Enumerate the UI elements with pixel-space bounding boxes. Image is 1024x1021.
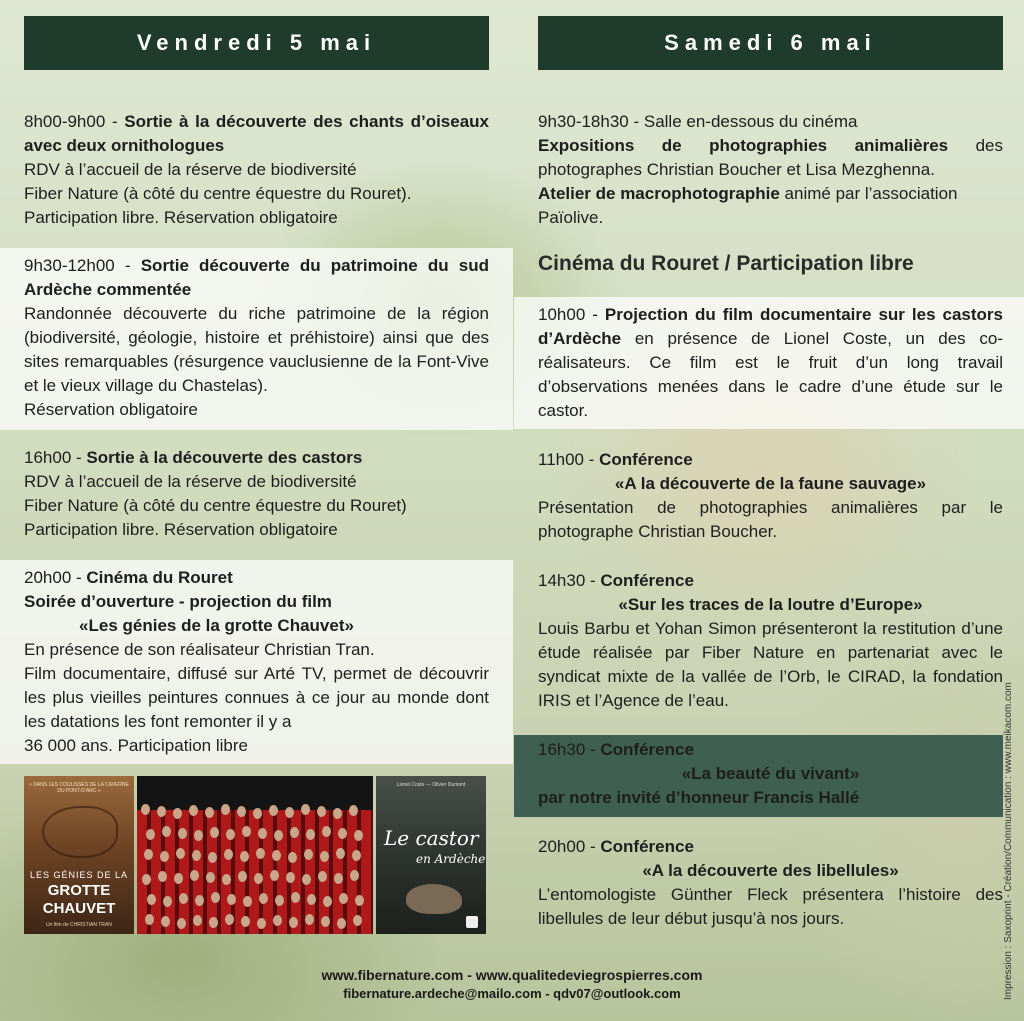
- audience-head: [288, 852, 297, 863]
- audience-head: [350, 870, 359, 881]
- audience-head: [334, 873, 343, 884]
- audience-head: [224, 849, 233, 860]
- film-title: «Les génies de la grotte Chauvet»: [79, 616, 354, 635]
- audience-head: [177, 918, 186, 929]
- audience-head: [272, 850, 281, 861]
- audience-head: [242, 826, 251, 837]
- audience-head: [211, 892, 220, 903]
- audience-head: [273, 915, 282, 926]
- audience-head: [290, 827, 299, 838]
- audience-head: [238, 871, 247, 882]
- audience-head: [306, 829, 315, 840]
- audience-head: [237, 806, 246, 817]
- audience-head: [355, 895, 364, 906]
- event-time: 14h30: [538, 571, 586, 590]
- event-title: «La beauté du vivant»: [681, 764, 860, 783]
- cinema-heading: Cinéma du Rouret / Participation libre: [538, 252, 914, 275]
- audience-head: [270, 870, 279, 881]
- audience-head: [302, 874, 311, 885]
- audience-head: [147, 894, 156, 905]
- audience-head: [253, 808, 262, 819]
- event-otter-talk: 14h30 - Conférence «Sur les traces de la loutre d’Europe» Louis Barbu et Yohan Simon présenteront la restitution d’une étude réalisée par Fiber Nature en partenariat avec le syndicat mixte de la vallée de l’Orb, le CIRAD, la fondation IRIS et l’Agence de l’eau.: [538, 571, 1003, 710]
- castor-poster: Lionel Coste — Olivier Dumont Le castor en Ardèche: [376, 776, 486, 934]
- event-heritage: 9h30-12h00 - Sortie découverte du patrimoine du sud Ardèche commentée Randonnée découverte du riche patrimoine de la région (biodiversité, géologie, histoire et préhistoire) ainsi que des sites remarquables (résurgence vauclusienne de la Font-Vive et le vieux village du Chastelas). Réservation obligatoire: [0, 248, 513, 430]
- audience-head: [352, 850, 361, 861]
- audience-head: [301, 804, 310, 815]
- audience-head: [195, 895, 204, 906]
- audience-head: [354, 830, 363, 841]
- audience-head: [227, 894, 236, 905]
- event-title: Projection du film documentaire sur les castors d’Ardèche: [538, 305, 1003, 348]
- audience-head: [178, 828, 187, 839]
- audience-head: [176, 848, 185, 859]
- audience-head: [320, 851, 329, 862]
- event-title: «Sur les traces de la loutre d’Europe»: [618, 595, 923, 614]
- event-time: 8h00-9h00: [24, 112, 106, 131]
- audience-head: [256, 848, 265, 859]
- audience-head: [145, 914, 154, 925]
- event-time: 16h30: [538, 740, 586, 759]
- saturday-header: Samedi 6 mai: [538, 16, 1003, 70]
- chauvet-poster: « DANS LES COULISSES DE LA CAVERNE DU PONT-D’ARC » LES GÉNIES DE LA GROTTE CHAUVET Un film de CHRISTIAN TRAN: [24, 776, 134, 934]
- audience-head: [285, 807, 294, 818]
- event-wildlife-talk: 11h00 - Conférence «A la découverte de la faune sauvage» Présentation de photographies animalières par le photographe Christian Boucher.: [538, 450, 1003, 541]
- audience-head: [163, 896, 172, 907]
- audience-head: [208, 852, 217, 863]
- event-title: Sortie découverte du patrimoine du sud Ardèche commentée: [24, 256, 489, 299]
- event-title: Cinéma du Rouret: [86, 568, 233, 587]
- audience-head: [160, 851, 169, 862]
- event-time: 10h00: [538, 305, 586, 324]
- audience-head: [192, 850, 201, 861]
- audience-head: [206, 872, 215, 883]
- cinema-audience-photo: [137, 776, 373, 934]
- audience-head: [243, 896, 252, 907]
- event-time: 11h00: [538, 450, 585, 469]
- audience-head: [257, 918, 266, 929]
- cave-painting-icon: [42, 806, 118, 858]
- event-title: Sortie à la découverte des chants d’oiseaux avec deux ornithologues: [24, 112, 490, 155]
- audience-head: [259, 893, 268, 904]
- audience-head: [339, 893, 348, 904]
- audience-head: [317, 806, 326, 817]
- audience-head: [179, 893, 188, 904]
- audience-head: [226, 829, 235, 840]
- audience-head: [241, 916, 250, 927]
- audience-head: [318, 871, 327, 882]
- audience-head: [194, 830, 203, 841]
- event-time: 9h30-12h00: [24, 256, 115, 275]
- event-title: Sortie à la découverte des castors: [86, 448, 363, 467]
- audience-head: [161, 916, 170, 927]
- seat-row: [137, 898, 373, 920]
- audience-head: [222, 874, 231, 885]
- audience-head: [286, 872, 295, 883]
- audience-head: [305, 914, 314, 925]
- audience-head: [162, 826, 171, 837]
- event-title: «A la découverte de la faune sauvage»: [614, 474, 927, 493]
- guest-of-honour: par notre invité d’honneur Francis Hallé: [538, 788, 860, 807]
- audience-head: [205, 807, 214, 818]
- audience-head: [269, 805, 278, 816]
- event-title: «A la découverte des libellules»: [642, 861, 899, 880]
- audience-head: [338, 828, 347, 839]
- event-beavers: 16h00 - Sortie à la découverte des castors RDV à l’accueil de la réserve de biodiversité Fiber Nature (à côté du centre équestre du Rouret) Participation libre. Réservation obligatoire: [24, 448, 407, 539]
- event-dragonfly-talk: 20h00 - Conférence «A la découverte des libellules» L’entomologiste Günther Fleck présentera l’histoire des libellules de leur début jusqu’à nos jours.: [538, 837, 1003, 928]
- friday-header: Vendredi 5 mai: [24, 16, 489, 70]
- audience-head: [209, 917, 218, 928]
- beaver-icon: [406, 884, 462, 914]
- audience-head: [193, 915, 202, 926]
- audience-head: [190, 870, 199, 881]
- event-time: 20h00: [24, 568, 72, 587]
- footer-websites[interactable]: www.fibernature.com - www.qualitedeviegrospierres.com: [321, 967, 703, 983]
- audience-head: [274, 830, 283, 841]
- audience-head: [275, 895, 284, 906]
- audience-head: [144, 849, 153, 860]
- audience-head: [210, 827, 219, 838]
- audience-head: [173, 808, 182, 819]
- audience-head: [336, 848, 345, 859]
- audience-head: [353, 915, 362, 926]
- exhibitions: 9h30-18h30 - Salle en-dessous du cinéma Expositions de photographies animalières des photographes Christian Boucher et Lisa Mezghenna. Atelier de macrophotographie animé par l’association Païolive.: [538, 112, 1003, 227]
- audience-head: [240, 851, 249, 862]
- audience-head: [157, 806, 166, 817]
- event-opening-night: 20h00 - Cinéma du Rouret Soirée d’ouverture - projection du film «Les génies de la grotte Chauvet» En présence de son réalisateur Christian Tran. Film documentaire, diffusé sur Arté TV, permet de découvrir les plus vieilles peintures connues à ce jour au monde dont les datations les font remonter il y a 36 000 ans. Participation libre: [0, 560, 513, 764]
- audience-head: [291, 892, 300, 903]
- audience-head: [323, 896, 332, 907]
- event-birdsong: 8h00-9h00 - Sortie à la découverte des chants d’oiseaux avec deux ornithologues RDV à l’accueil de la réserve de biodiversité Fiber Nature (à côté du centre équestre du Rouret). Participation libre. Réservation obligatoire: [24, 112, 490, 227]
- event-time: 16h00: [24, 448, 72, 467]
- audience-head: [307, 894, 316, 905]
- audience-head: [146, 829, 155, 840]
- audience-head: [225, 914, 234, 925]
- audience-head: [333, 808, 342, 819]
- audience-head: [321, 916, 330, 927]
- event-living-beauty-talk: 16h30 - Conférence «La beauté du vivant» par notre invité d’honneur Francis Hallé: [538, 740, 860, 807]
- audience-head: [254, 873, 263, 884]
- audience-head: [174, 873, 183, 884]
- event-time: 20h00: [538, 837, 586, 856]
- audience-head: [337, 918, 346, 929]
- audience-head: [304, 849, 313, 860]
- audience-head: [158, 871, 167, 882]
- audience-head: [141, 804, 150, 815]
- audience-head: [289, 917, 298, 928]
- audience-head: [322, 826, 331, 837]
- audience-head: [189, 805, 198, 816]
- audience-head: [221, 804, 230, 815]
- audience-head: [349, 805, 358, 816]
- audience-head: [258, 828, 267, 839]
- event-castor-film: 10h00 - Projection du film documentaire sur les castors d’Ardèche en présence de Lionel Coste, un des co-réalisateurs. Ce film est le fruit d’un long travail d’observations menées dans le cadre d’une étude sur le castor.: [514, 297, 1024, 429]
- logo-icon: [466, 916, 478, 928]
- photo-strip: [24, 776, 486, 934]
- audience-head: [142, 874, 151, 885]
- print-credit: Impression : Saxoprint - Création/Communication : www.meikacom.com: [1003, 682, 1014, 1000]
- footer-emails[interactable]: fibernature.ardeche@mailo.com - qdv07@outlook.com: [343, 986, 681, 1001]
